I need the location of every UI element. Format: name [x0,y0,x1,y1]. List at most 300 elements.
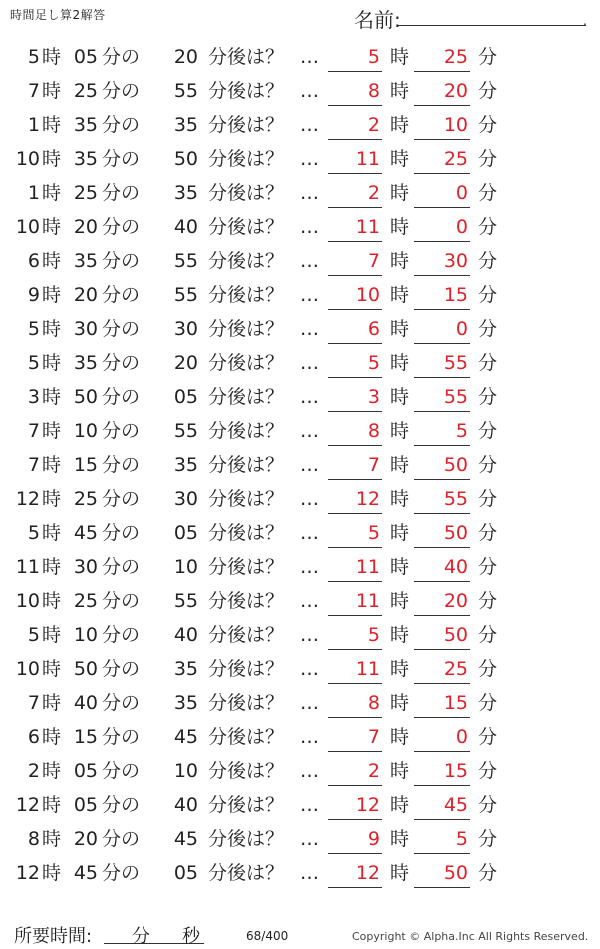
answer-minute: 15 [443,760,468,782]
start-hour: 5 [27,318,40,340]
problem-row [0,448,600,482]
answer-hour-label: 時 [390,624,410,646]
hour-label: 時 [42,284,62,306]
hour-label: 時 [42,828,62,850]
minutes-later-label: 分後は？ [208,46,285,68]
answer-hour: 11 [355,148,380,170]
problem-row [0,516,600,550]
answer-hour-label: 時 [390,80,410,102]
minutes-later-label: 分後は？ [208,658,285,680]
minute-of-label: 分の [102,318,141,340]
start-hour: 10 [15,216,40,238]
answer-minute: 15 [443,692,468,714]
start-minute: 10 [73,624,98,646]
start-minute: 15 [73,454,98,476]
added-minutes: 40 [173,216,198,238]
answer-minute-label: 分 [478,522,498,544]
answer-hour-label: 時 [390,114,410,136]
problem-row [0,312,600,346]
start-minute: 25 [73,590,98,612]
added-minutes: 35 [173,182,198,204]
ellipsis: … [300,726,319,748]
answer-minute-label: 分 [478,148,498,170]
added-minutes: 55 [173,80,198,102]
answer-hour: 11 [355,658,380,680]
hour-label: 時 [42,624,62,646]
start-hour: 7 [27,692,40,714]
time-taken-label: 所要時間: [14,926,93,947]
minutes-later-label: 分後は？ [208,624,285,646]
problem-list [0,40,600,890]
hour-label: 時 [42,80,62,102]
answer-minute: 0 [455,216,468,238]
ellipsis: … [300,488,319,510]
minutes-later-label: 分後は？ [208,114,285,136]
start-minute: 30 [73,318,98,340]
hour-label: 時 [42,46,62,68]
answer-hour-line [328,241,382,242]
start-minute: 25 [73,80,98,102]
minutes-later-label: 分後は？ [208,420,285,442]
problem-row [0,210,600,244]
start-minute: 05 [73,760,98,782]
minutes-later-label: 分後は？ [208,828,285,850]
answer-minute: 30 [443,250,468,272]
answer-minute-line [414,887,470,888]
problem-row [0,244,600,278]
ellipsis: … [300,828,319,850]
copyright: Copyright © Alpha.Inc All Rights Reserved. [352,930,589,943]
start-minute: 05 [73,794,98,816]
answer-minute: 50 [443,522,468,544]
answer-minute-label: 分 [478,318,498,340]
start-minute: 20 [73,216,98,238]
ellipsis: … [300,624,319,646]
answer-hour-label: 時 [390,794,410,816]
added-minutes: 55 [173,250,198,272]
ellipsis: … [300,352,319,374]
hour-label: 時 [42,658,62,680]
answer-hour-label: 時 [390,862,410,884]
answer-hour: 2 [367,182,380,204]
answer-hour: 7 [367,726,380,748]
start-minute: 50 [73,386,98,408]
answer-hour: 8 [367,80,380,102]
answer-hour-line [328,853,382,854]
answer-hour: 5 [367,624,380,646]
answer-minute-label: 分 [478,760,498,782]
minute-of-label: 分の [102,148,141,170]
start-hour: 5 [27,352,40,374]
answer-hour-label: 時 [390,828,410,850]
start-minute: 35 [73,250,98,272]
answer-hour: 6 [367,318,380,340]
ellipsis: … [300,216,319,238]
worksheet-title: 時間足し算2解答 [10,8,106,22]
minute-of-label: 分の [102,624,141,646]
start-hour: 5 [27,522,40,544]
answer-hour-line [328,785,382,786]
answer-minute: 55 [443,386,468,408]
added-minutes: 05 [173,522,198,544]
minute-of-label: 分の [102,454,141,476]
start-minute: 35 [73,114,98,136]
answer-minute: 0 [455,726,468,748]
problem-row [0,720,600,754]
answer-hour: 12 [355,488,380,510]
ellipsis: … [300,284,319,306]
answer-minute-label: 分 [478,590,498,612]
answer-minute-line [414,581,470,582]
added-minutes: 30 [173,488,198,510]
minutes-later-label: 分後は？ [208,760,285,782]
hour-label: 時 [42,216,62,238]
answer-minute-label: 分 [478,624,498,646]
answer-minute: 25 [443,46,468,68]
hour-label: 時 [42,114,62,136]
hour-label: 時 [42,182,62,204]
minutes-later-label: 分後は？ [208,216,285,238]
minute-of-label: 分の [102,760,141,782]
answer-minute-line [414,479,470,480]
answer-hour: 7 [367,454,380,476]
answer-minute: 55 [443,352,468,374]
minutes-later-label: 分後は？ [208,726,285,748]
minute-of-label: 分の [102,352,141,374]
hour-label: 時 [42,556,62,578]
answer-hour-line [328,683,382,684]
answer-minute-label: 分 [478,488,498,510]
answer-hour-label: 時 [390,318,410,340]
added-minutes: 35 [173,454,198,476]
start-hour: 5 [27,46,40,68]
start-minute: 50 [73,658,98,680]
answer-hour-label: 時 [390,760,410,782]
answer-hour-line [328,887,382,888]
hour-label: 時 [42,590,62,612]
answer-minute: 20 [443,590,468,612]
answer-hour-line [328,207,382,208]
start-hour: 12 [15,862,40,884]
answer-minute: 45 [443,794,468,816]
answer-minute-line [414,615,470,616]
answer-hour-line [328,717,382,718]
start-hour: 12 [15,488,40,510]
start-minute: 35 [73,352,98,374]
minutes-later-label: 分後は？ [208,692,285,714]
problem-row [0,550,600,584]
answer-minute: 25 [443,148,468,170]
name-field-line[interactable] [398,25,586,26]
hour-label: 時 [42,250,62,272]
answer-minute: 50 [443,862,468,884]
start-minute: 45 [73,522,98,544]
answer-hour-line [328,173,382,174]
time-taken-seconds-label: 秒 [182,926,200,947]
hour-label: 時 [42,420,62,442]
minutes-later-label: 分後は？ [208,386,285,408]
added-minutes: 05 [173,386,198,408]
answer-hour-line [328,71,382,72]
answer-hour-line [328,547,382,548]
minutes-later-label: 分後は？ [208,488,285,510]
minutes-later-label: 分後は？ [208,862,285,884]
start-minute: 15 [73,726,98,748]
problem-row [0,618,600,652]
start-minute: 35 [73,148,98,170]
start-hour: 10 [15,148,40,170]
added-minutes: 45 [173,828,198,850]
answer-minute-line [414,105,470,106]
problem-row [0,176,600,210]
start-hour: 6 [27,726,40,748]
added-minutes: 20 [173,352,198,374]
answer-hour: 10 [355,284,380,306]
answer-hour: 5 [367,352,380,374]
answer-minute: 10 [443,114,468,136]
minute-of-label: 分の [102,182,141,204]
answer-hour-label: 時 [390,726,410,748]
answer-hour: 12 [355,862,380,884]
ellipsis: … [300,80,319,102]
answer-minute-line [414,309,470,310]
answer-minute-label: 分 [478,250,498,272]
minute-of-label: 分の [102,726,141,748]
minute-of-label: 分の [102,590,141,612]
minutes-later-label: 分後は？ [208,182,285,204]
answer-hour-label: 時 [390,658,410,680]
start-minute: 25 [73,182,98,204]
hour-label: 時 [42,726,62,748]
answer-minute-line [414,513,470,514]
answer-hour-label: 時 [390,46,410,68]
ellipsis: … [300,148,319,170]
start-hour: 7 [27,420,40,442]
ellipsis: … [300,658,319,680]
answer-hour-label: 時 [390,454,410,476]
ellipsis: … [300,46,319,68]
start-minute: 45 [73,862,98,884]
start-minute: 25 [73,488,98,510]
answer-minute-label: 分 [478,556,498,578]
answer-minute: 40 [443,556,468,578]
start-hour: 1 [27,182,40,204]
start-minute: 20 [73,284,98,306]
answer-hour-label: 時 [390,692,410,714]
answer-minute-line [414,71,470,72]
ellipsis: … [300,454,319,476]
answer-hour: 3 [367,386,380,408]
problem-row [0,754,600,788]
problem-row [0,346,600,380]
answer-hour-line [328,581,382,582]
answer-hour-line [328,649,382,650]
start-minute: 10 [73,420,98,442]
hour-label: 時 [42,794,62,816]
ellipsis: … [300,522,319,544]
hour-label: 時 [42,692,62,714]
added-minutes: 55 [173,420,198,442]
minute-of-label: 分の [102,80,141,102]
answer-minute-line [414,547,470,548]
minute-of-label: 分の [102,794,141,816]
answer-hour: 11 [355,556,380,578]
added-minutes: 40 [173,794,198,816]
start-minute: 05 [73,46,98,68]
minutes-later-label: 分後は？ [208,794,285,816]
problem-row [0,74,600,108]
answer-minute-line [414,377,470,378]
answer-minute-label: 分 [478,284,498,306]
answer-minute-line [414,717,470,718]
answer-hour-line [328,377,382,378]
answer-hour-line [328,479,382,480]
answer-minute-label: 分 [478,692,498,714]
hour-label: 時 [42,862,62,884]
answer-hour-line [328,105,382,106]
answer-hour-label: 時 [390,386,410,408]
answer-minute: 5 [455,420,468,442]
minute-of-label: 分の [102,488,141,510]
added-minutes: 30 [173,318,198,340]
minute-of-label: 分の [102,386,141,408]
ellipsis: … [300,692,319,714]
start-hour: 9 [27,284,40,306]
minute-of-label: 分の [102,522,141,544]
start-hour: 11 [15,556,40,578]
answer-hour-label: 時 [390,352,410,374]
answer-minute-line [414,241,470,242]
answer-hour-label: 時 [390,148,410,170]
minute-of-label: 分の [102,420,141,442]
answer-hour: 2 [367,114,380,136]
minute-of-label: 分の [102,862,141,884]
start-hour: 5 [27,624,40,646]
start-hour: 12 [15,794,40,816]
answer-hour-line [328,513,382,514]
answer-minute-line [414,207,470,208]
hour-label: 時 [42,488,62,510]
answer-minute: 0 [455,182,468,204]
answer-minute-label: 分 [478,726,498,748]
minute-of-label: 分の [102,692,141,714]
answer-minute: 0 [455,318,468,340]
ellipsis: … [300,420,319,442]
answer-hour-label: 時 [390,216,410,238]
start-minute: 30 [73,556,98,578]
answer-hour-line [328,343,382,344]
ellipsis: … [300,250,319,272]
answer-minute-label: 分 [478,216,498,238]
start-hour: 8 [27,828,40,850]
problem-row [0,822,600,856]
minutes-later-label: 分後は？ [208,80,285,102]
start-minute: 40 [73,692,98,714]
name-field-dot: . [583,14,587,28]
problem-row [0,788,600,822]
answer-hour: 7 [367,250,380,272]
added-minutes: 20 [173,46,198,68]
answer-minute: 25 [443,658,468,680]
problem-row [0,108,600,142]
minutes-later-label: 分後は？ [208,250,285,272]
problem-row [0,40,600,74]
problem-row [0,856,600,890]
ellipsis: … [300,862,319,884]
answer-minute-label: 分 [478,386,498,408]
answer-hour: 8 [367,420,380,442]
answer-hour-label: 時 [390,488,410,510]
added-minutes: 05 [173,862,198,884]
name-label: 名前: [354,8,401,32]
answer-hour-label: 時 [390,556,410,578]
ellipsis: … [300,590,319,612]
answer-minute: 20 [443,80,468,102]
answer-hour-line [328,445,382,446]
answer-minute: 50 [443,454,468,476]
answer-hour-line [328,819,382,820]
minute-of-label: 分の [102,284,141,306]
answer-minute-line [414,683,470,684]
problem-row [0,652,600,686]
ellipsis: … [300,794,319,816]
minute-of-label: 分の [102,556,141,578]
time-taken-minutes-label: 分 [132,926,150,947]
answer-hour: 9 [367,828,380,850]
hour-label: 時 [42,386,62,408]
start-hour: 6 [27,250,40,272]
start-hour: 7 [27,80,40,102]
answer-hour-label: 時 [390,284,410,306]
hour-label: 時 [42,352,62,374]
minutes-later-label: 分後は？ [208,284,285,306]
ellipsis: … [300,386,319,408]
problem-row [0,142,600,176]
added-minutes: 55 [173,590,198,612]
answer-hour-line [328,751,382,752]
minute-of-label: 分の [102,216,141,238]
answer-hour: 8 [367,692,380,714]
minutes-later-label: 分後は？ [208,352,285,374]
added-minutes: 55 [173,284,198,306]
answer-hour-label: 時 [390,420,410,442]
hour-label: 時 [42,148,62,170]
answer-minute-label: 分 [478,114,498,136]
problem-row [0,380,600,414]
answer-minute-label: 分 [478,352,498,374]
answer-hour-line [328,411,382,412]
answer-minute-line [414,819,470,820]
added-minutes: 10 [173,760,198,782]
answer-minute: 50 [443,624,468,646]
start-minute: 20 [73,828,98,850]
answer-hour: 2 [367,760,380,782]
problem-row [0,414,600,448]
ellipsis: … [300,318,319,340]
start-hour: 10 [15,658,40,680]
answer-minute-label: 分 [478,658,498,680]
minutes-later-label: 分後は？ [208,318,285,340]
answer-minute: 55 [443,488,468,510]
minutes-later-label: 分後は？ [208,148,285,170]
ellipsis: … [300,114,319,136]
minute-of-label: 分の [102,46,141,68]
answer-minute-line [414,139,470,140]
added-minutes: 40 [173,624,198,646]
answer-hour-line [328,275,382,276]
answer-hour: 12 [355,794,380,816]
minutes-later-label: 分後は？ [208,454,285,476]
